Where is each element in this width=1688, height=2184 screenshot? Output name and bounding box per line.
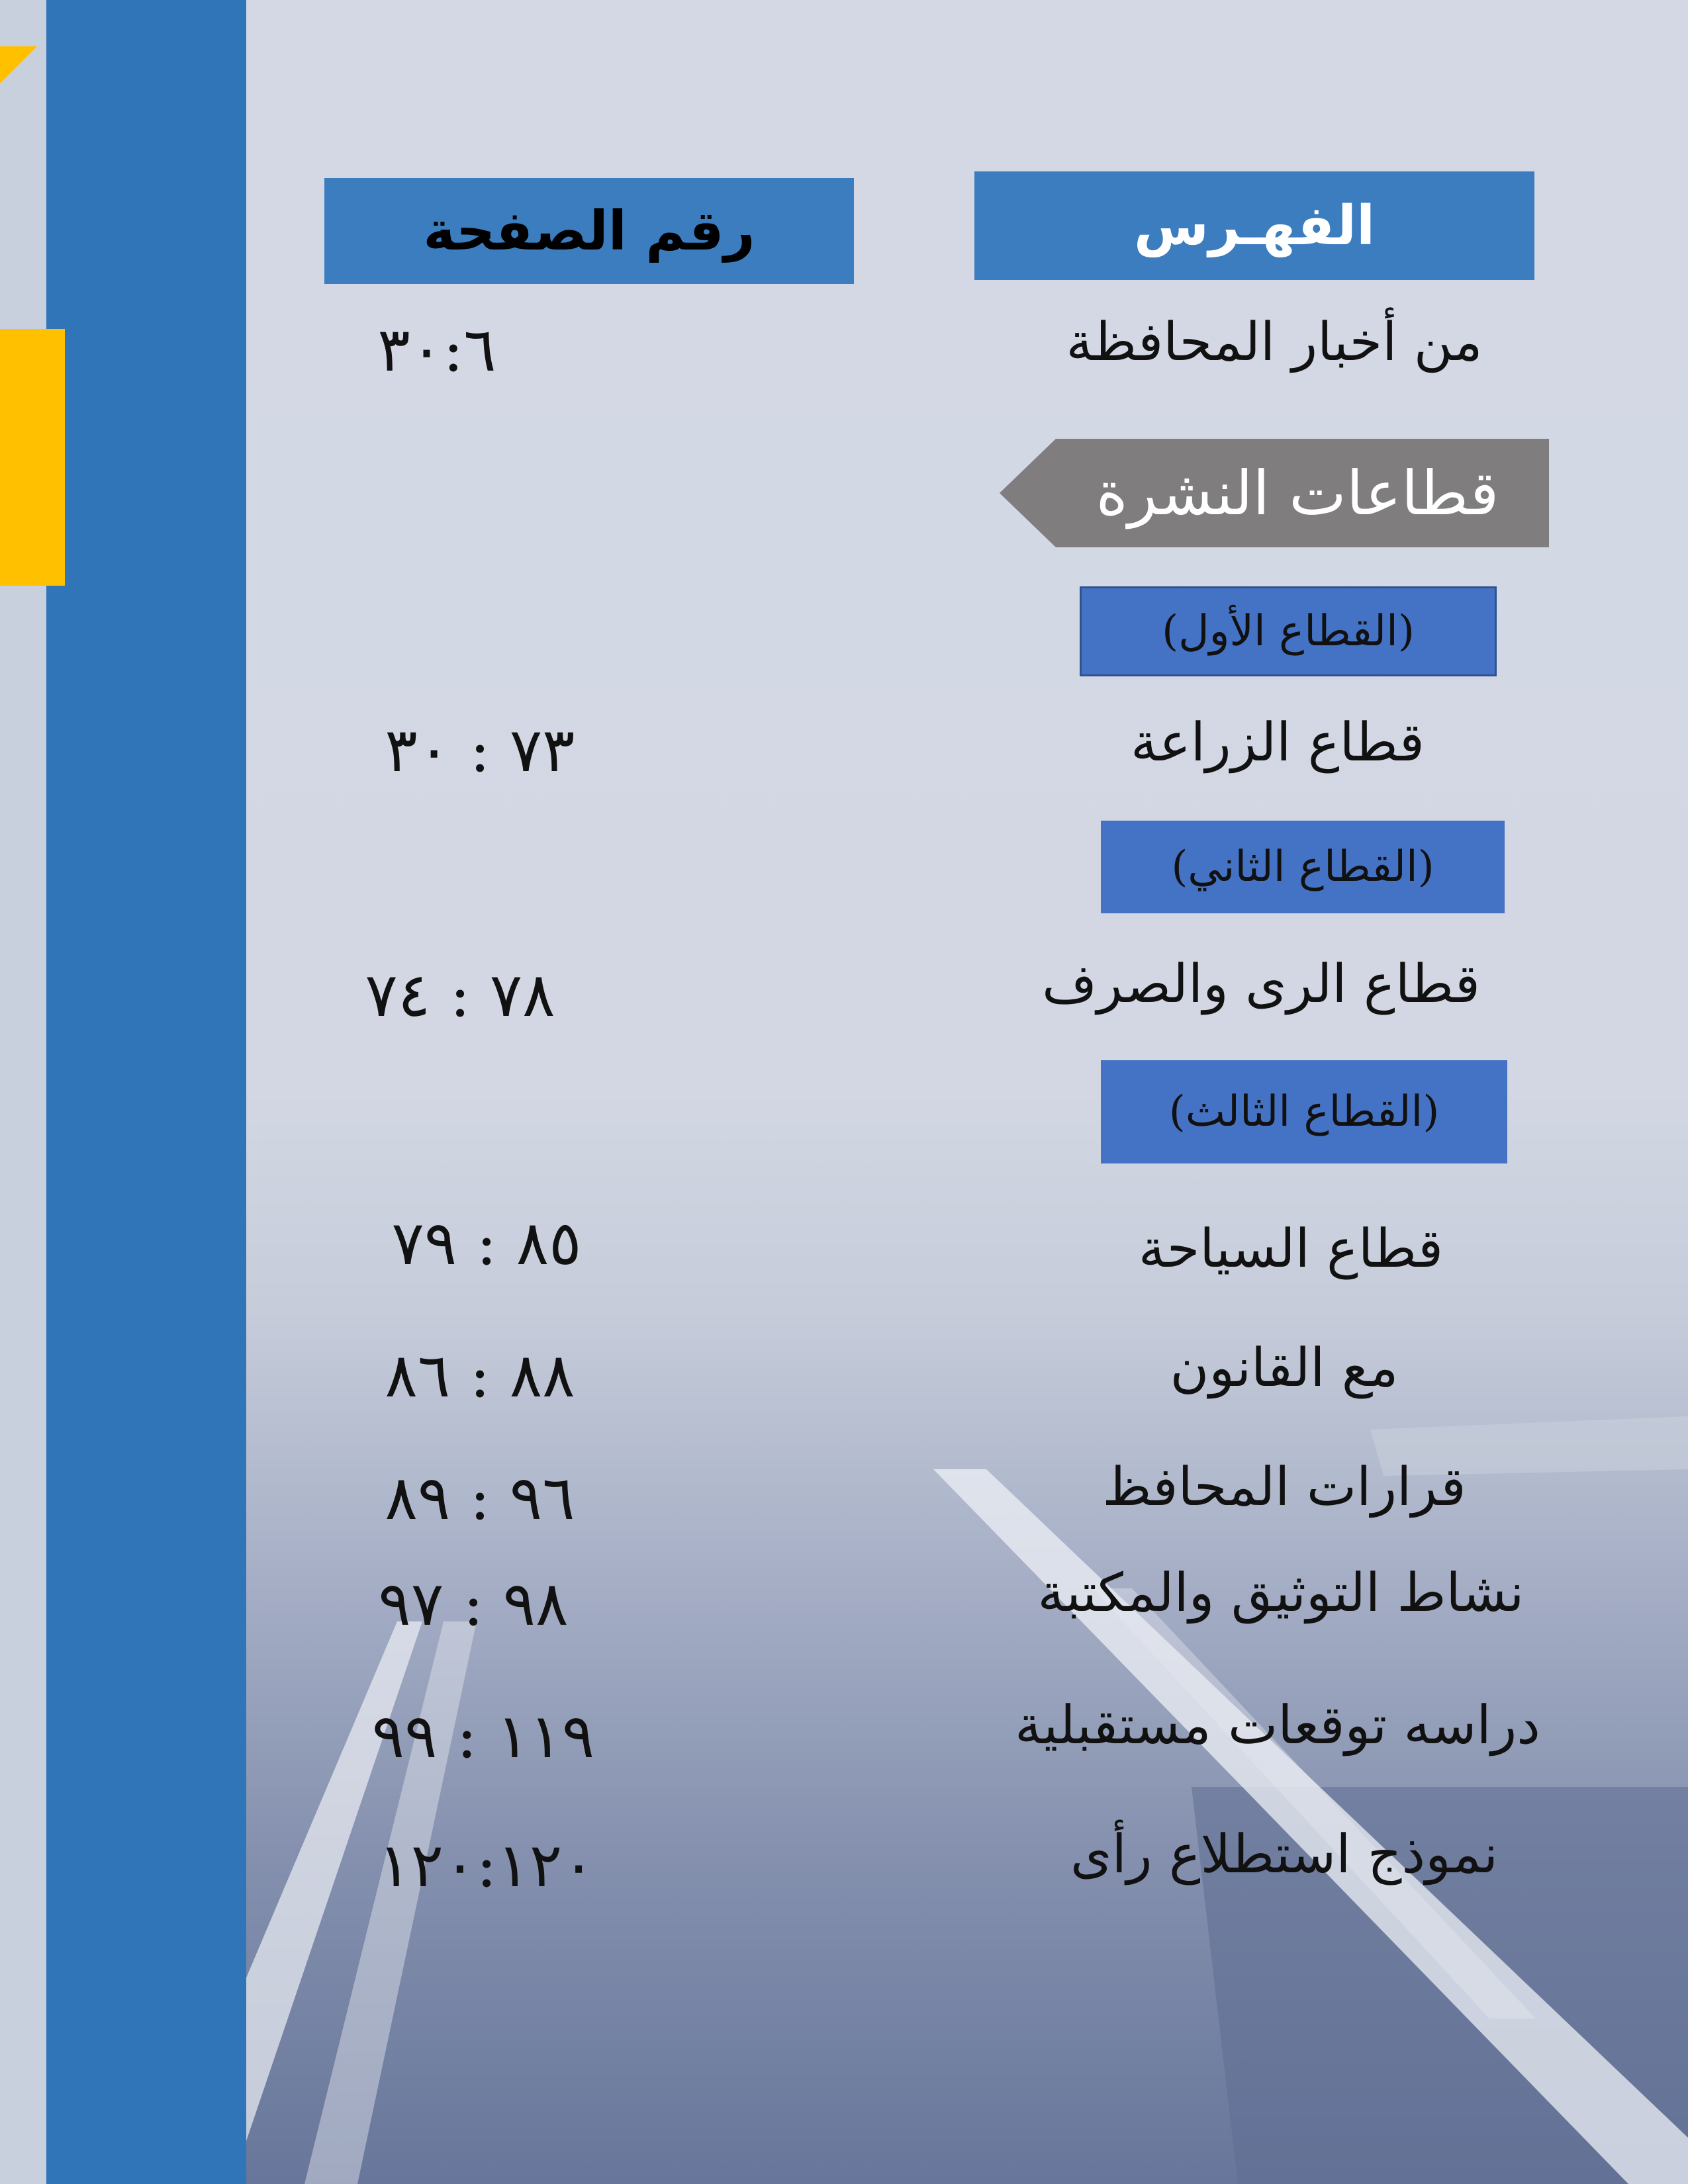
toc-entry-label: نشاط التوثيق والمكتبة — [1037, 1562, 1524, 1623]
page-number-heading: رقم الصفحة — [324, 178, 854, 284]
sector-label: (القطاع الأول) — [1080, 586, 1497, 676]
toc-entry-label: قطاع الرى والصرف — [1042, 953, 1480, 1015]
index-heading: الفهـرس — [974, 171, 1534, 280]
sector-label: (القطاع الثاني) — [1101, 821, 1505, 913]
toc-entry-pages: ١٢٠:١٢٠ — [378, 1830, 595, 1901]
toc-entry-pages: ٩٨ : ٩٧ — [378, 1569, 569, 1639]
toc-entry-label: دراسه توقعات مستقبلية — [1015, 1694, 1540, 1756]
toc-entry-pages: ٩٦ : ٨٩ — [385, 1463, 575, 1533]
sector-label: (القطاع الثالث) — [1101, 1060, 1507, 1163]
toc-entry-label: مع القانون — [1170, 1337, 1399, 1398]
toc-entry-label: قرارات المحافظ — [1102, 1456, 1466, 1518]
toc-entry-label: قطاع السياحة — [1138, 1218, 1444, 1279]
toc-entry-label: نموذج استطلاع رأى — [1070, 1823, 1498, 1885]
blue-side-stripe — [46, 0, 246, 2184]
toc-entry-pages: ٨٥ : ٧٩ — [391, 1208, 582, 1279]
toc-entry-label: قطاع الزراعة — [1131, 711, 1425, 773]
toc-entry-pages: ٣٠:٦ — [377, 314, 496, 385]
yellow-accent-block — [0, 329, 65, 586]
toc-entry-label: من أخبار المحافظة — [1066, 311, 1483, 373]
toc-entry-pages: ٧٣ : ٣٠ — [385, 715, 575, 786]
toc-entry-pages: ٧٨ : ٧٤ — [365, 960, 555, 1030]
left-edge-panel — [0, 0, 46, 2184]
toc-entry-pages: ٨٨ : ٨٦ — [385, 1340, 575, 1411]
sections-banner-label: قطاعات النشرة — [1096, 457, 1499, 529]
toc-entry-pages: ١١٩ : ٩٩ — [371, 1701, 595, 1772]
yellow-corner-triangle — [0, 46, 37, 83]
sections-banner — [1000, 439, 1549, 547]
